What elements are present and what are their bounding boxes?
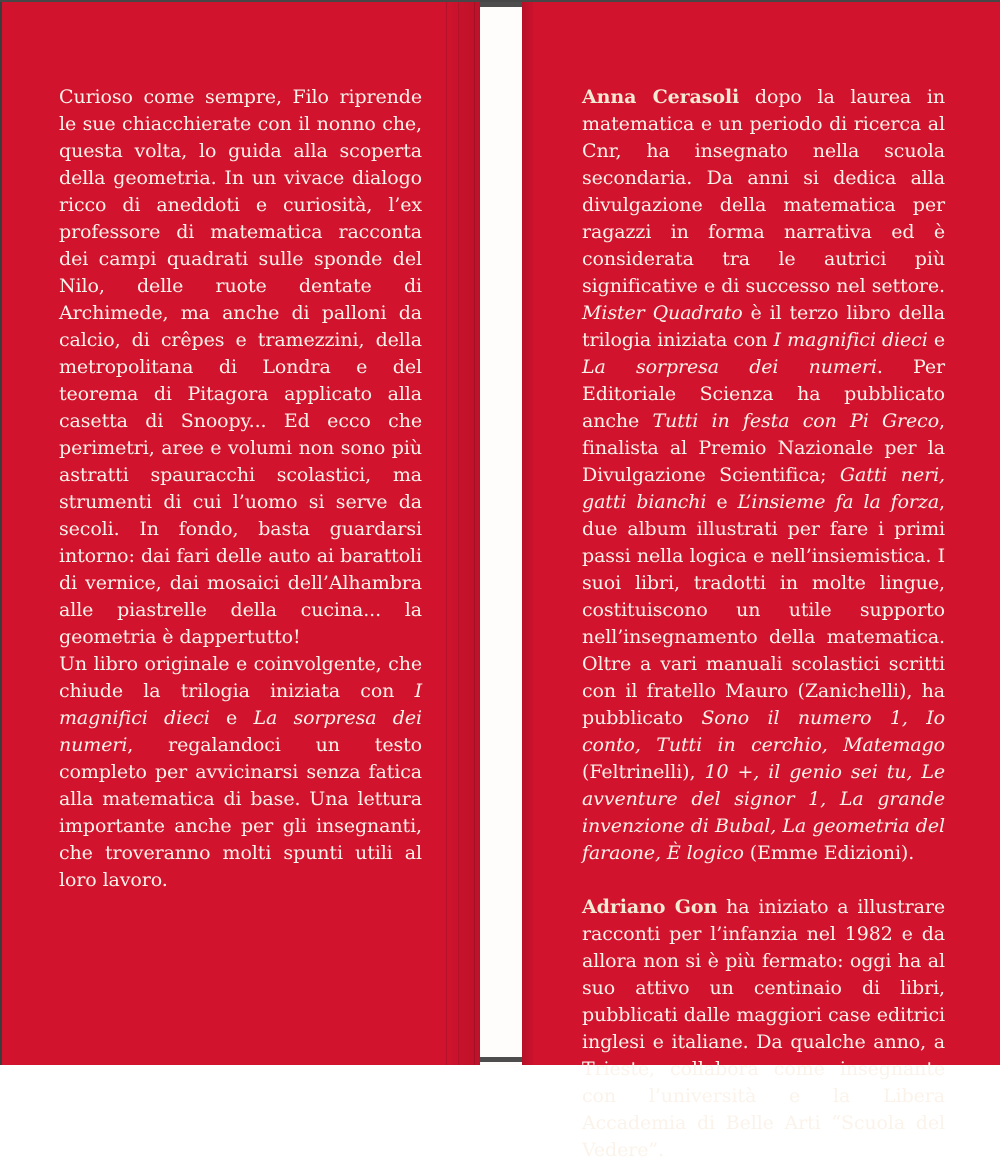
synopsis-paragraph-2	[59, 651, 422, 894]
text-run: Curioso come sempre, Filo riprende le sue chiacchierate con il nonno che, questa volta, lo guida alla scoperta della geometria. In un vivace dialogo ricco di aneddoti e curiosità, l’ex professore di matematica racconta dei campi quadrati sulle sponde del Nilo, delle ruote dentate di Archimede, ma anche di palloni da calcio, di crêpes e tramezzini, della metropolitana di Londra e del teorema di Pitagora applicato alla casetta di Snoopy... Ed ecco che perimetri, aree e volumi non sono più astratti spauracchi scolastici, ma strumenti di cui l’uomo si serve da secoli. In fondo, basta guardarsi intorno: dai fari delle auto ai barattoli di vernice, dai mosaici dell’Alhambra alle piastrelle della cucina... la geometria è dappertutto!	[59, 86, 422, 648]
text-run: è il terzo libro della trilogia iniziata con	[582, 302, 945, 351]
front-flap-text	[59, 84, 422, 894]
text-run: , finalista al Premio Nazionale per la Divulgazione Scientifica;	[582, 410, 945, 486]
text-run: dopo la laurea in matematica e un periodo di ricerca al Cnr, ha insegnato nella scuola secondaria. Da anni si dedica alla divulgazione della matematica per ragazzi in forma narrativa ed è considerata tra le autrici più significative e di successo nel settore.	[582, 86, 945, 297]
back-flap-text	[582, 84, 945, 1164]
author-bio-anna-cerasoli	[582, 84, 945, 867]
text-run: 10 +, il genio sei tu, Le avventure del signor 1, La grande invenzione di Bubal, La geometria del faraone, È logico	[582, 761, 946, 864]
synopsis-paragraph-1	[59, 84, 422, 651]
spine-gap	[480, 2, 522, 1065]
text-run: Gatti neri, gatti bianchi	[582, 464, 945, 513]
text-run: I magnifici dieci	[59, 680, 422, 729]
text-run: L’insieme fa la forza	[737, 491, 940, 513]
text-run: e	[209, 707, 254, 729]
text-run: e	[706, 491, 738, 513]
text-run: Un libro originale e coinvolgente, che chiude la trilogia iniziata con	[59, 653, 422, 702]
back-flap	[522, 2, 1000, 1161]
author-bio-adriano-gon	[582, 894, 945, 1164]
text-run: (Feltrinelli),	[582, 761, 705, 783]
text-run: Adriano Gon	[582, 896, 718, 918]
text-run: Tutti in festa con Pi Greco	[652, 410, 940, 432]
text-run: Mister Quadrato	[582, 302, 743, 324]
text-run: , regalandoci un testo completo per avvicinarsi senza fatica alla matematica di base. Una lettura importante anche per gli insegnanti, che troveranno molti spunti utili al loro lavoro.	[59, 734, 422, 891]
text-run: e	[927, 329, 946, 351]
text-run: La sorpresa dei numeri	[582, 356, 877, 378]
text-run: La sorpresa dei numeri	[59, 707, 422, 756]
text-run: Anna Cerasoli	[582, 86, 740, 108]
front-flap	[0, 2, 480, 1065]
text-run: ha iniziato a illustrare racconti per l’infanzia nel 1982 e da allora non si è più fermato: oggi ha al suo attivo un centinaio di libri, pubblicati dalle maggiori case editrici inglesi e italiane. Da qualche anno, a Trieste, collabora come insegnante con l’università e la Libera Accademia di Belle Arti “Scuola del Vedere”.	[582, 896, 945, 1161]
text-run: (Emme Edizioni).	[743, 842, 915, 864]
text-run: . Per Editoriale Scienza ha pubblicato anche	[582, 356, 945, 432]
text-run: Sono il numero 1, Io conto, Tutti in cerchio, Matemago	[582, 707, 945, 756]
text-run: I magnifici dieci	[773, 329, 928, 351]
text-run: , due album illustrati per fare i primi passi nella logica e nell’insiemistica. I suoi libri, tradotti in molte lingue, costituiscono un utile supporto nell’insegnamento della matematica. Oltre a vari manuali scolastici scritti con il fratello Mauro (Zanichelli), ha pubblicato	[582, 491, 945, 729]
